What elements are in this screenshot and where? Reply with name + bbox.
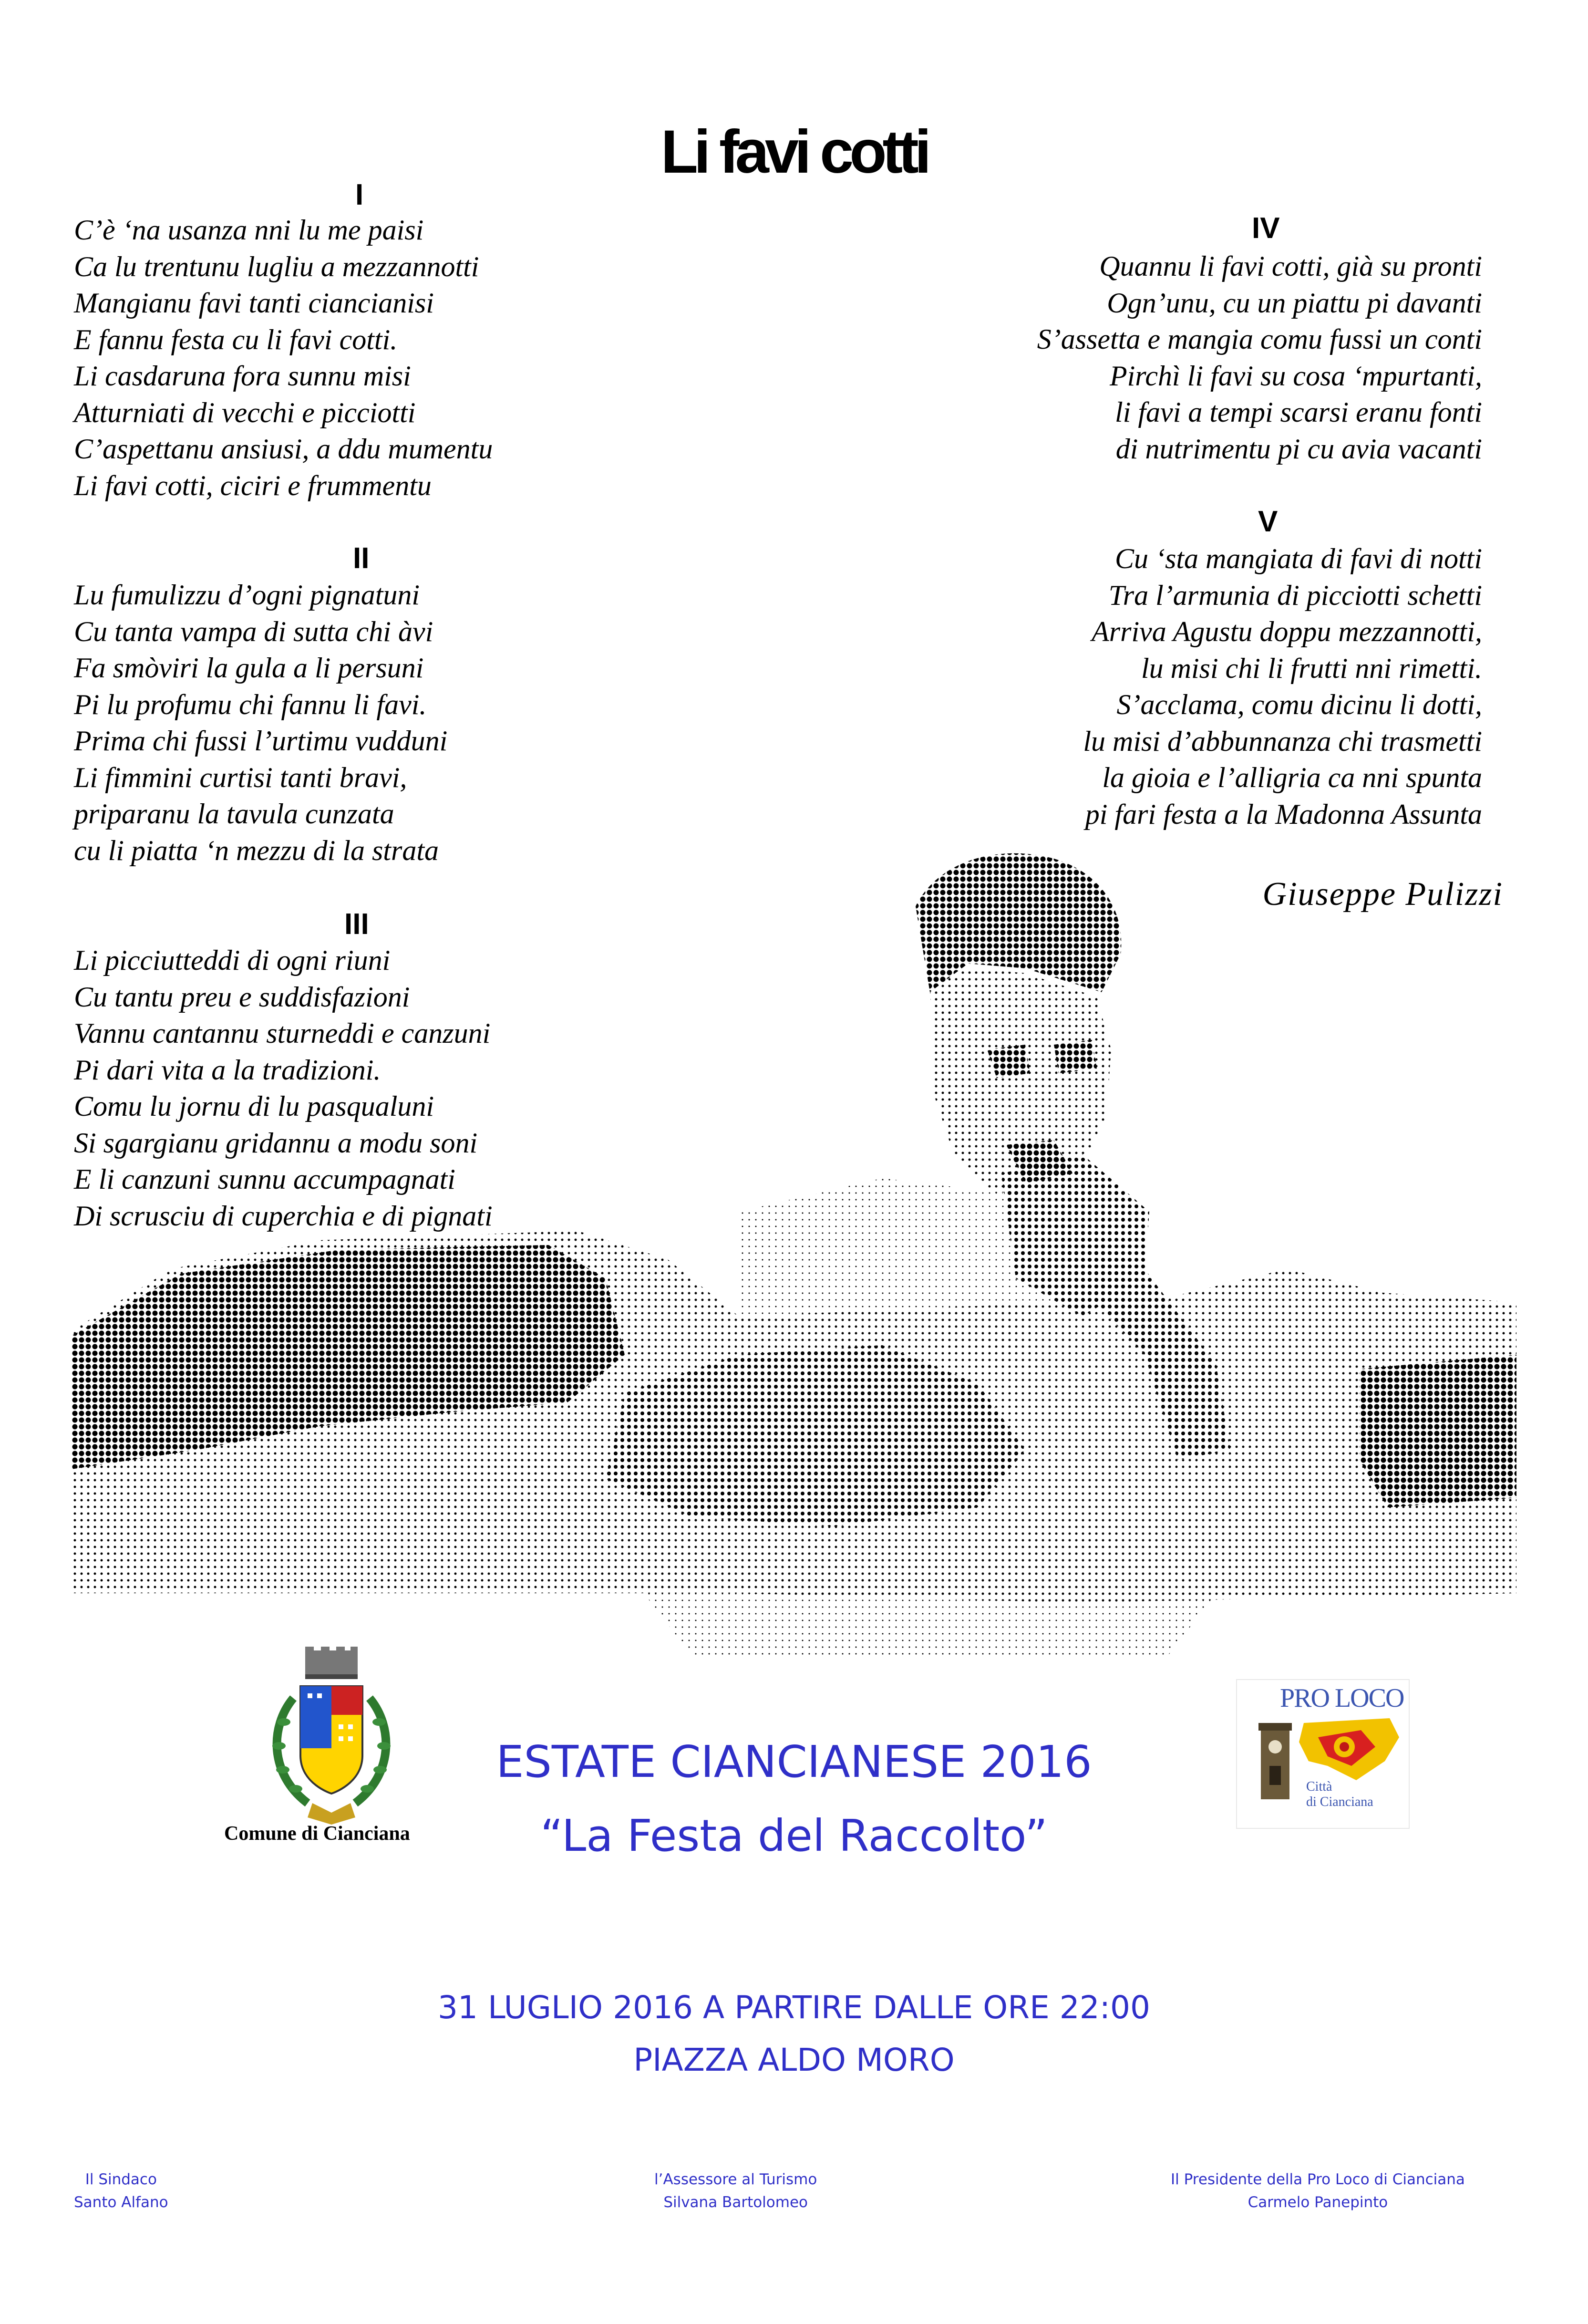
verse-line: pi fari festa a la Madonna Assunta <box>1085 798 1482 830</box>
verse-line: Fa smòviri la gula a li persuni <box>74 652 424 684</box>
stanza-number-5: V <box>1258 505 1278 538</box>
event-subtitle: “La Festa del Raccolto” <box>540 1810 1048 1861</box>
verse-line: di nutrimentu pi cu avia vacanti <box>1115 433 1482 465</box>
verse-line: Lu fumulizzu d’ogni pignatuni <box>74 579 420 611</box>
verse-line: Pi lu profumu chi fannu li favi. <box>74 688 427 720</box>
verse-line: Vannu cantannu sturneddi e canzuni <box>74 1017 491 1049</box>
footer-role: l’Assessore al Turismo <box>654 2171 817 2188</box>
stanza-number-4: IV <box>1252 212 1280 245</box>
verse-line: Prima chi fussi l’urtimu vudduni <box>74 725 448 757</box>
footer-sindaco <box>74 2168 168 2214</box>
verse-line: Tra l’armunia di picciotti schetti <box>1108 579 1482 611</box>
verse-line: C’aspettanu ansiusi, a ddu mumentu <box>74 433 493 465</box>
footer-name: Santo Alfano <box>74 2194 168 2211</box>
verse-line: Li casdaruna fora sunnu misi <box>74 360 411 392</box>
verse-line: Li favi cotti, ciciri e frummentu <box>74 469 432 501</box>
verse-line: E li canzuni sunnu accumpagnati <box>74 1163 455 1195</box>
footer-presidente <box>1171 2168 1465 2214</box>
verse-line: Arriva Agustu doppu mezzannotti, <box>1092 616 1482 647</box>
verse-line: S’assetta e mangia comu fussi un conti <box>1037 323 1482 355</box>
verse-line: C’è ‘na usanza nni lu me paisi <box>74 214 424 246</box>
verse-line: Cu ‘sta mangiata di favi di notti <box>1114 543 1482 574</box>
verse-line: Pirchì li favi su cosa ‘mpurtanti, <box>1109 360 1482 392</box>
verse-line: cu li piatta ‘n mezzu di la strata <box>74 834 439 866</box>
verse-line: Cu tanta vampa di sutta chi àvi <box>74 615 433 647</box>
footer-role: Il Sindaco <box>85 2171 157 2188</box>
stanza-number-3: III <box>344 908 369 941</box>
verse-line: Si sgargianu gridannu a modu soni <box>74 1127 478 1159</box>
verse-line: lu misi d’abbunnanza chi trasmetti <box>1083 725 1482 757</box>
proloco-city-line1: Città <box>1306 1779 1332 1794</box>
verse-line: Pi dari vita a la tradizioni. <box>74 1054 381 1086</box>
signature: Giuseppe Pulizzi <box>1262 876 1503 913</box>
verse-line: Li fimmini curtisi tanti bravi, <box>74 761 407 793</box>
footer-name: Carmelo Panepinto <box>1248 2194 1388 2211</box>
proloco-name: PRO LOCO <box>1280 1683 1404 1713</box>
stanza-number-2: II <box>353 542 370 575</box>
verse-line: S’acclama, comu dicinu li dotti, <box>1116 689 1482 720</box>
stanza-4 <box>1037 248 1482 467</box>
stanza-5 <box>1083 540 1482 832</box>
verse-line: Di scrusciu di cuperchia e di pignati <box>74 1200 493 1232</box>
verse-line: Cu tantu preu e suddisfazioni <box>74 981 410 1013</box>
verse-line: priparanu la tavula cunzata <box>74 798 394 830</box>
event-title: ESTATE CIANCIANESE 2016 <box>496 1736 1092 1787</box>
event-place: PIAZZA ALDO MORO <box>633 2042 955 2078</box>
footer-assessore <box>654 2168 817 2214</box>
verse-line: E fannu festa cu li favi cotti. <box>74 323 398 355</box>
verse-line: Li picciutteddi di ogni riuni <box>74 944 391 976</box>
stanza-1 <box>74 212 493 504</box>
verse-line: lu misi chi li frutti nni rimetti. <box>1141 652 1482 684</box>
verse-line: li favi a tempi scarsi eranu fonti <box>1115 396 1482 428</box>
verse-line: la gioia e l’alligria ca nni spunta <box>1102 762 1482 793</box>
stanza-2 <box>74 577 447 869</box>
verse-line: Comu lu jornu di lu pasqualuni <box>74 1090 434 1122</box>
verse-line: Atturniati di vecchi e picciotti <box>74 396 416 428</box>
verse-line: Ca lu trentunu lugliu a mezzannotti <box>74 250 479 282</box>
footer-name: Silvana Bartolomeo <box>663 2194 808 2211</box>
stanza-number-1: I <box>355 178 364 211</box>
verse-line: Ogn’unu, cu un piattu pi davanti <box>1107 287 1482 319</box>
verse-line: Mangianu favi tanti ciancianisi <box>74 287 434 319</box>
comune-label: Comune di Cianciana <box>224 1823 410 1845</box>
proloco-city-line2: di Cianciana <box>1306 1795 1373 1809</box>
poem-title: Li favi cotti <box>660 118 928 186</box>
verse-line: Quannu li favi cotti, già su pronti <box>1099 250 1482 282</box>
footer-role: Il Presidente della Pro Loco di Cianciana <box>1171 2171 1465 2188</box>
halftone-illustration <box>72 849 1516 1655</box>
event-date: 31 LUGLIO 2016 A PARTIRE DALLE ORE 22:00 <box>438 1989 1150 2026</box>
